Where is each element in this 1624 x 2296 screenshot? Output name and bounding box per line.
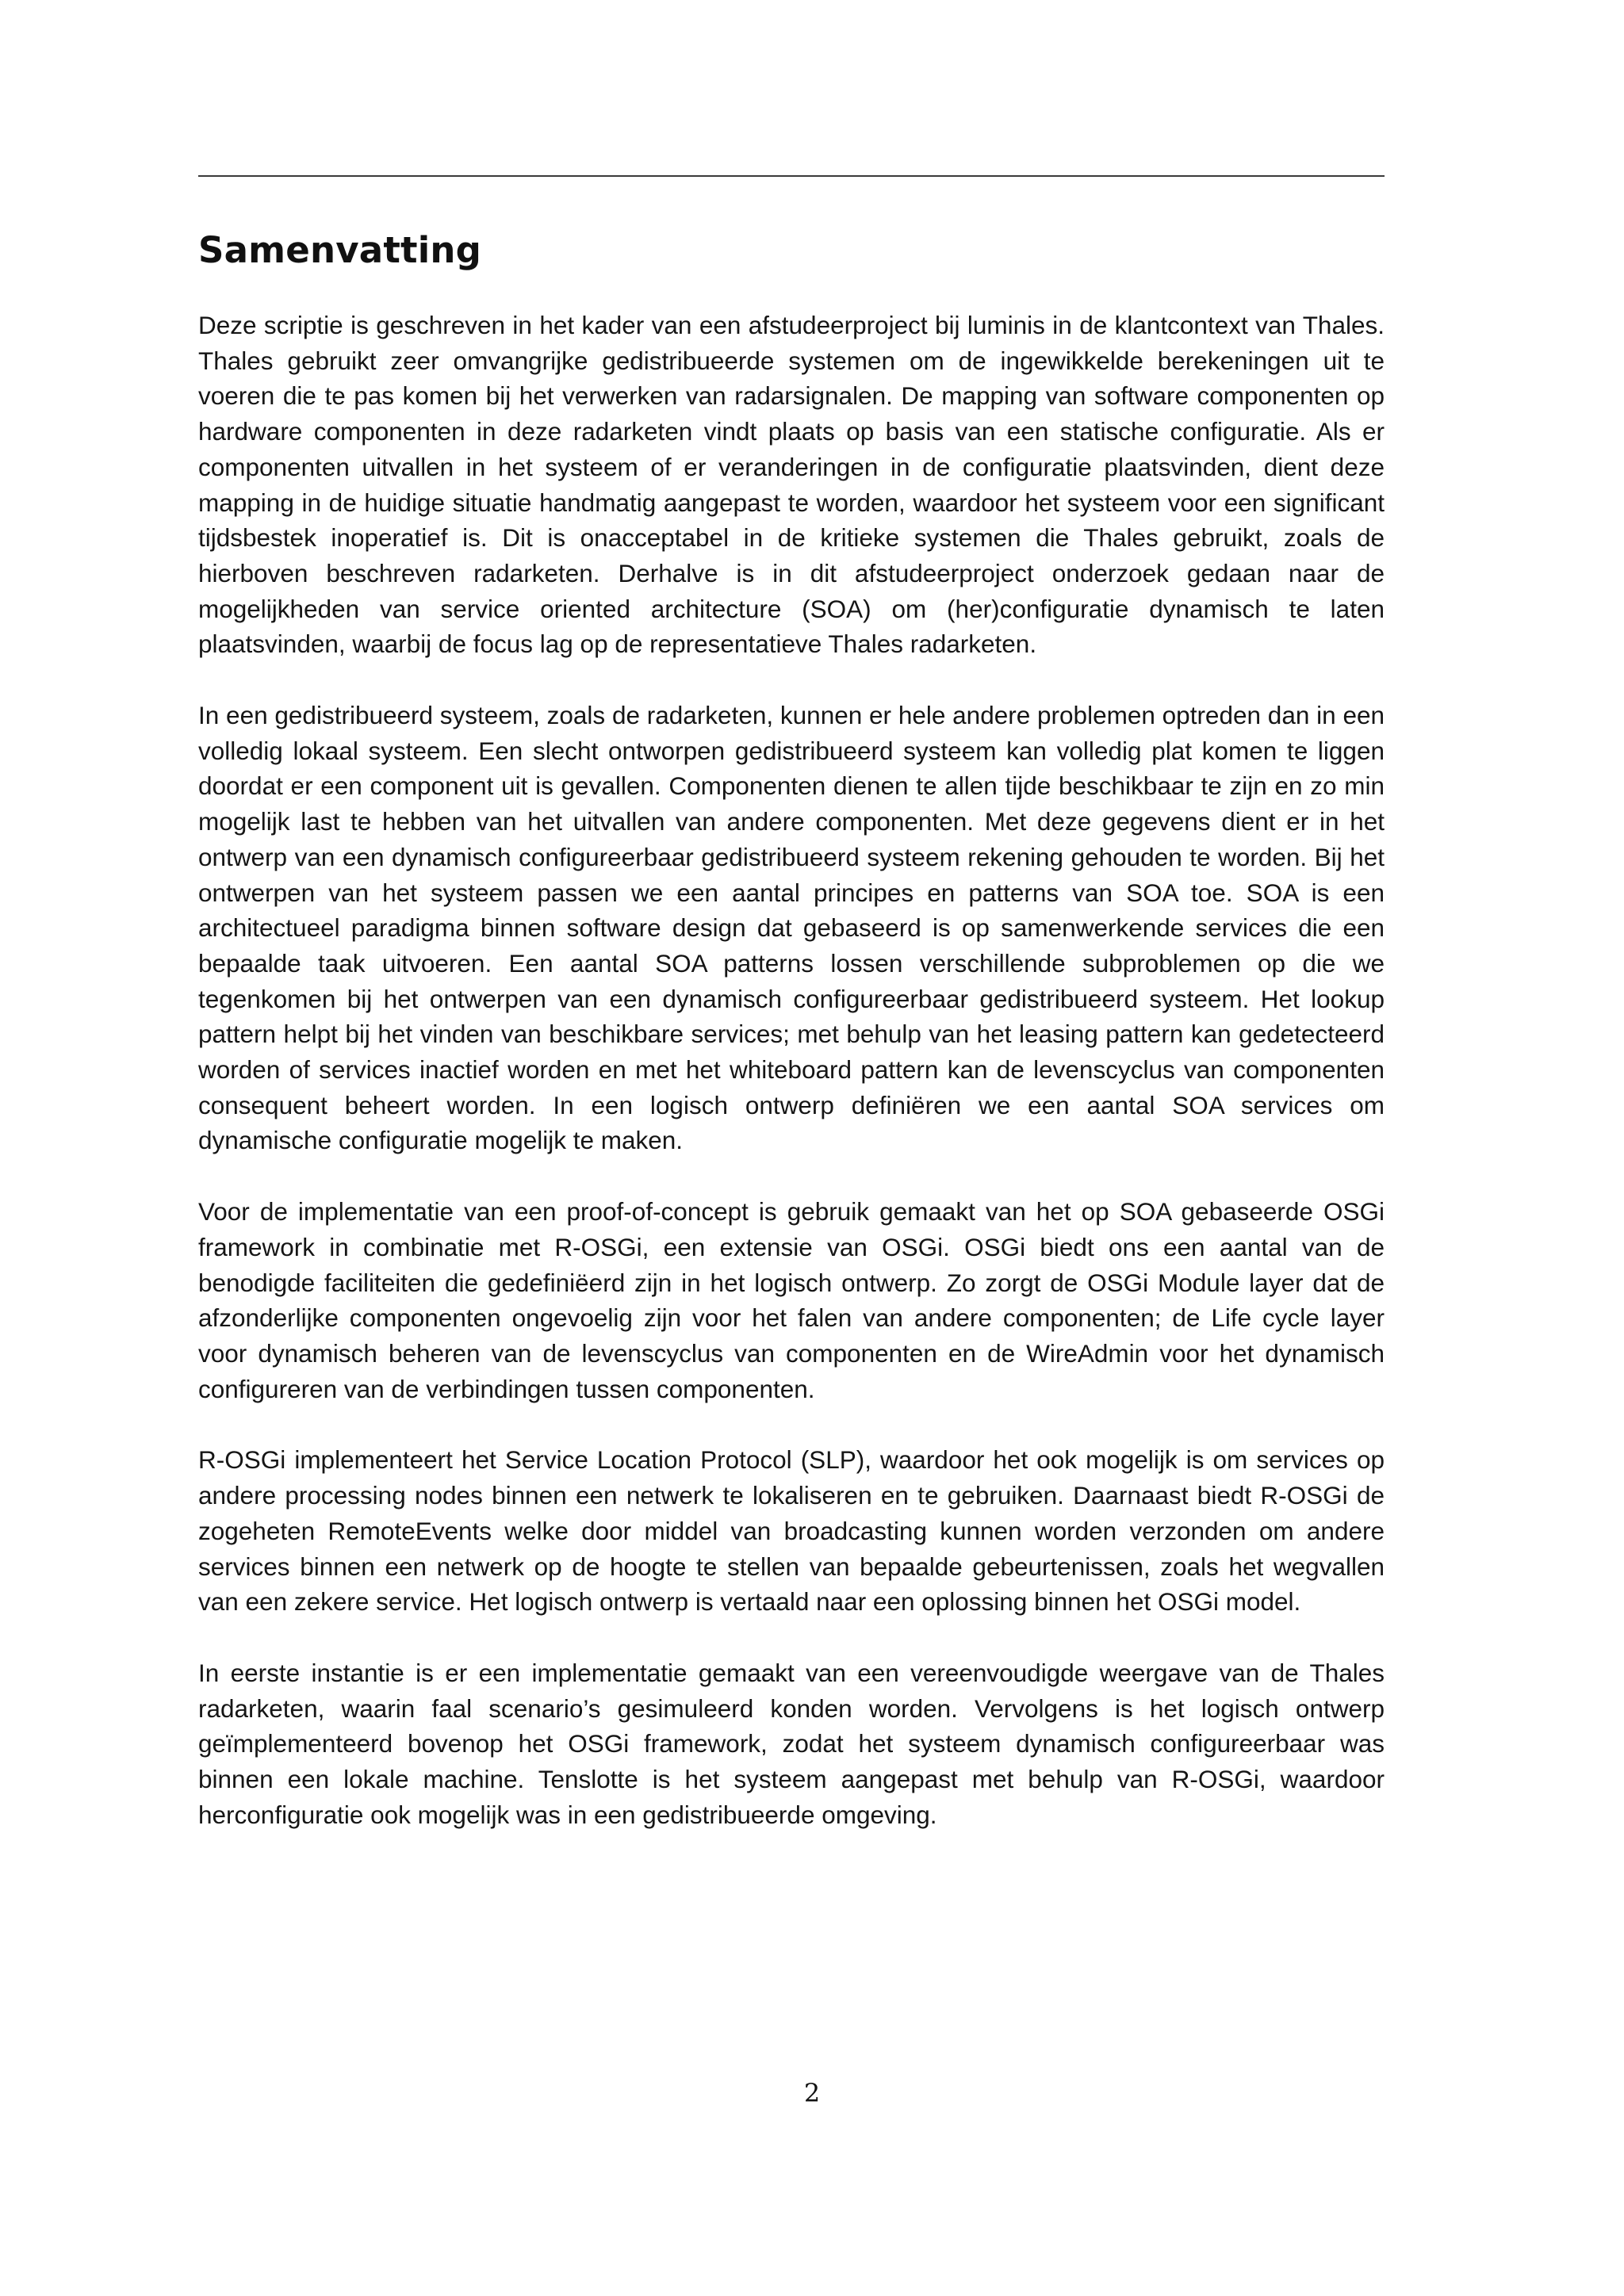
paragraph-2: In een gedistribueerd systeem, zoals de radarketen, kunnen er hele andere problemen optreden dan in een volledig lokaal systeem. Een slecht ontworpen gedistribueerd systeem kan volledig plat komen te liggen doordat er een component uit is gevallen. Componenten dienen te allen tijde beschikbaar te zijn en zo min mogelijk last te hebben van het uitvallen van andere componenten. Met deze gegevens dient er in het ontwerp van een dynamisch configureerbaar gedistribueerd systeem rekening gehouden te worden. Bij het ontwerpen van het systeem passen we een aantal principes en patterns van SOA toe. SOA is een architectueel paradigma binnen software design dat gebaseerd is op samenwerkende services die een bepaalde taak uitvoeren. Een aantal SOA patterns lossen verschillende subproblemen op die we tegenkomen bij het ontwerpen van een dynamisch configureerbaar gedistribueerd systeem. Het lookup pattern helpt bij het vinden van beschikbare services; met behulp van het leasing pattern kan gedetecteerd worden of services inactief worden en met het whiteboard pattern kan de levenscyclus van componenten consequent beheert worden. In een logisch ontwerp definiëren we een aantal SOA services om dynamische configuratie mogelijk te maken.	[198, 701, 1385, 1155]
paragraph-4: R-OSGi implementeert het Service Location Protocol (SLP), waardoor het ook mogelijk is om services op andere processing nodes binnen een netwerk te lokaliseren en te gebruiken. Daarnaast biedt R-OSGi de zogeheten RemoteEvents welke door middel van broadcasting kunnen worden verzonden om andere services binnen een netwerk op de hoogte te stellen van bepaalde gebeurtenissen, zoals het wegvallen van een zekere service. Het logisch ontwerp is vertaald naar een oplossing binnen het OSGi model.	[198, 1445, 1385, 1617]
paragraph-1: Deze scriptie is geschreven in het kader van een afstudeerproject bij luminis in de klantcontext van Thales. Thales gebruikt zeer omvangrijke gedistribueerde systemen om de ingewikkelde berekeningen uit te voeren die te pas komen bij het verwerken van radarsignalen. De mapping van software componenten op hardware componenten in deze radarketen vindt plaats op basis van een statische configuratie. Als er componenten uitvallen in het systeem of er veranderingen in de configuratie plaatsvinden, dient deze mapping in de huidige situatie handmatig aangepast te worden, waardoor het systeem voor een significant tijdsbestek inoperatief is. Dit is onacceptabel in de kritieke systemen die Thales gebruikt, zoals de hierboven beschreven radarketen. Derhalve is in dit afstudeerproject onderzoek gedaan naar de mogelijkheden van service oriented architecture (SOA) om (her)configuratie dynamisch te laten plaatsvinden, waarbij de focus lag op de representatieve Thales radarketen.	[198, 311, 1385, 659]
section-heading: Samenvatting	[198, 229, 482, 271]
paragraph-5: In eerste instantie is er een implementatie gemaakt van een vereenvoudigde weergave van de Thales radarketen, waarin faal scenario’s gesimuleerd konden worden. Vervolgens is het logisch ontwerp geïmplementeerd bovenop het OSGi framework, zodat het systeem dynamisch configureerbaar was binnen een lokale machine. Tenslotte is het systeem aangepast met behulp van R-OSGi, waardoor herconfiguratie ook mogelijk was in een gedistribueerde omgeving.	[198, 1658, 1385, 1829]
body-text	[198, 308, 1385, 1832]
page-number: 2	[803, 2078, 821, 2108]
header-rule	[198, 175, 1385, 177]
paragraph-3: Voor de implementatie van een proof-of-concept is gebruik gemaakt van het op SOA gebaseerde OSGi framework in combinatie met R-OSGi, een extensie van OSGi. OSGi biedt ons een aantal van de benodigde faciliteiten die gedefiniëerd zijn in het logisch ontwerp. Zo zorgt de OSGi Module layer dat de afzonderlijke componenten ongevoelig zijn voor het falen van andere componenten; de Life cycle layer voor dynamisch beheren van de levenscyclus van componenten en de WireAdmin voor het dynamisch configureren van de verbindingen tussen componenten.	[198, 1197, 1385, 1403]
